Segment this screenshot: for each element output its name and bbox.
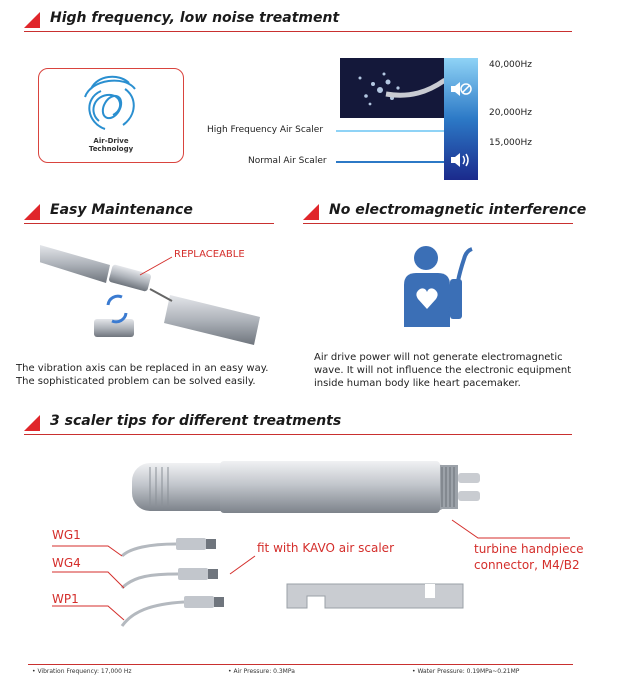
divider <box>24 223 274 224</box>
tip-label-wg4: WG4 <box>52 556 81 570</box>
emi-line: wave. It will not influence the electronic equipment <box>314 365 572 376</box>
scale-label-15000: 15,000Hz <box>489 138 532 148</box>
kavo-fit-label: fit with KAVO air scaler <box>257 541 394 555</box>
spec-water-pressure: • Water Pressure: 0.19MPa~0.21MP <box>412 668 520 675</box>
connector-line: connector, M4/B2 <box>474 558 580 572</box>
connector-line: turbine handpiece <box>474 542 584 556</box>
muted-speaker-icon <box>449 80 473 98</box>
emi-description <box>314 351 594 390</box>
frequency-bar <box>444 58 478 180</box>
maintenance-line: The sophisticated problem can be solved easily. <box>16 376 256 387</box>
person-heart-icon <box>398 243 478 333</box>
normal-scaler-arrow <box>336 161 444 163</box>
scale-label-40000: 40,000Hz <box>489 60 532 70</box>
divider <box>24 31 572 32</box>
caption-line: Air-Drive <box>93 137 129 145</box>
divider <box>303 223 573 224</box>
red-triangle-icon <box>24 204 40 220</box>
replaceable-label: REPLACEABLE <box>174 249 245 260</box>
bottom-divider <box>28 664 573 665</box>
maintenance-line: The vibration axis can be replaced in an easy way. <box>16 363 269 374</box>
spec-air-pressure: • Air Pressure: 0.3MPa <box>228 668 295 675</box>
section-header-easy-maintenance <box>24 202 274 224</box>
section-title: 3 scaler tips for different treatments <box>50 413 342 429</box>
section-header-no-emi <box>303 202 587 224</box>
tip-label-wg1: WG1 <box>52 528 81 542</box>
speaker-icon <box>449 151 473 169</box>
air-drive-logo-box <box>38 68 184 163</box>
red-triangle-icon <box>24 415 40 431</box>
section-header-scaler-tips <box>24 413 572 435</box>
scaler-tips-illustration <box>120 530 230 640</box>
maintenance-description <box>16 362 296 388</box>
connector-label <box>474 541 584 573</box>
section-header-high-frequency <box>24 10 572 32</box>
high-frequency-arrow <box>336 130 444 132</box>
red-triangle-icon <box>24 12 40 28</box>
divider <box>24 434 572 435</box>
normal-scaler-label: Normal Air Scaler <box>248 156 327 166</box>
air-drive-caption <box>39 137 183 153</box>
section-title: Easy Maintenance <box>50 202 193 218</box>
tip-label-wp1: WP1 <box>52 592 79 606</box>
high-frequency-label: High Frequency Air Scaler <box>207 125 324 135</box>
wrench-illustration <box>285 578 465 614</box>
emi-line: inside human body like heart pacemaker. <box>314 378 521 389</box>
spec-vibration-frequency: • Vibration Frequency: 17,000 Hz <box>32 668 132 675</box>
section-title: High frequency, low noise treatment <box>50 10 340 26</box>
scale-label-20000: 20,000Hz <box>489 108 532 118</box>
section-title: No electromagnetic interference <box>329 202 587 218</box>
emi-line: Air drive power will not generate electromagnetic <box>314 352 563 363</box>
air-drive-logo-icon <box>39 69 185 139</box>
water-spray-photo <box>340 58 445 118</box>
scaler-handpiece-illustration <box>130 455 490 525</box>
red-triangle-icon <box>303 204 319 220</box>
caption-line: Technology <box>88 145 134 153</box>
